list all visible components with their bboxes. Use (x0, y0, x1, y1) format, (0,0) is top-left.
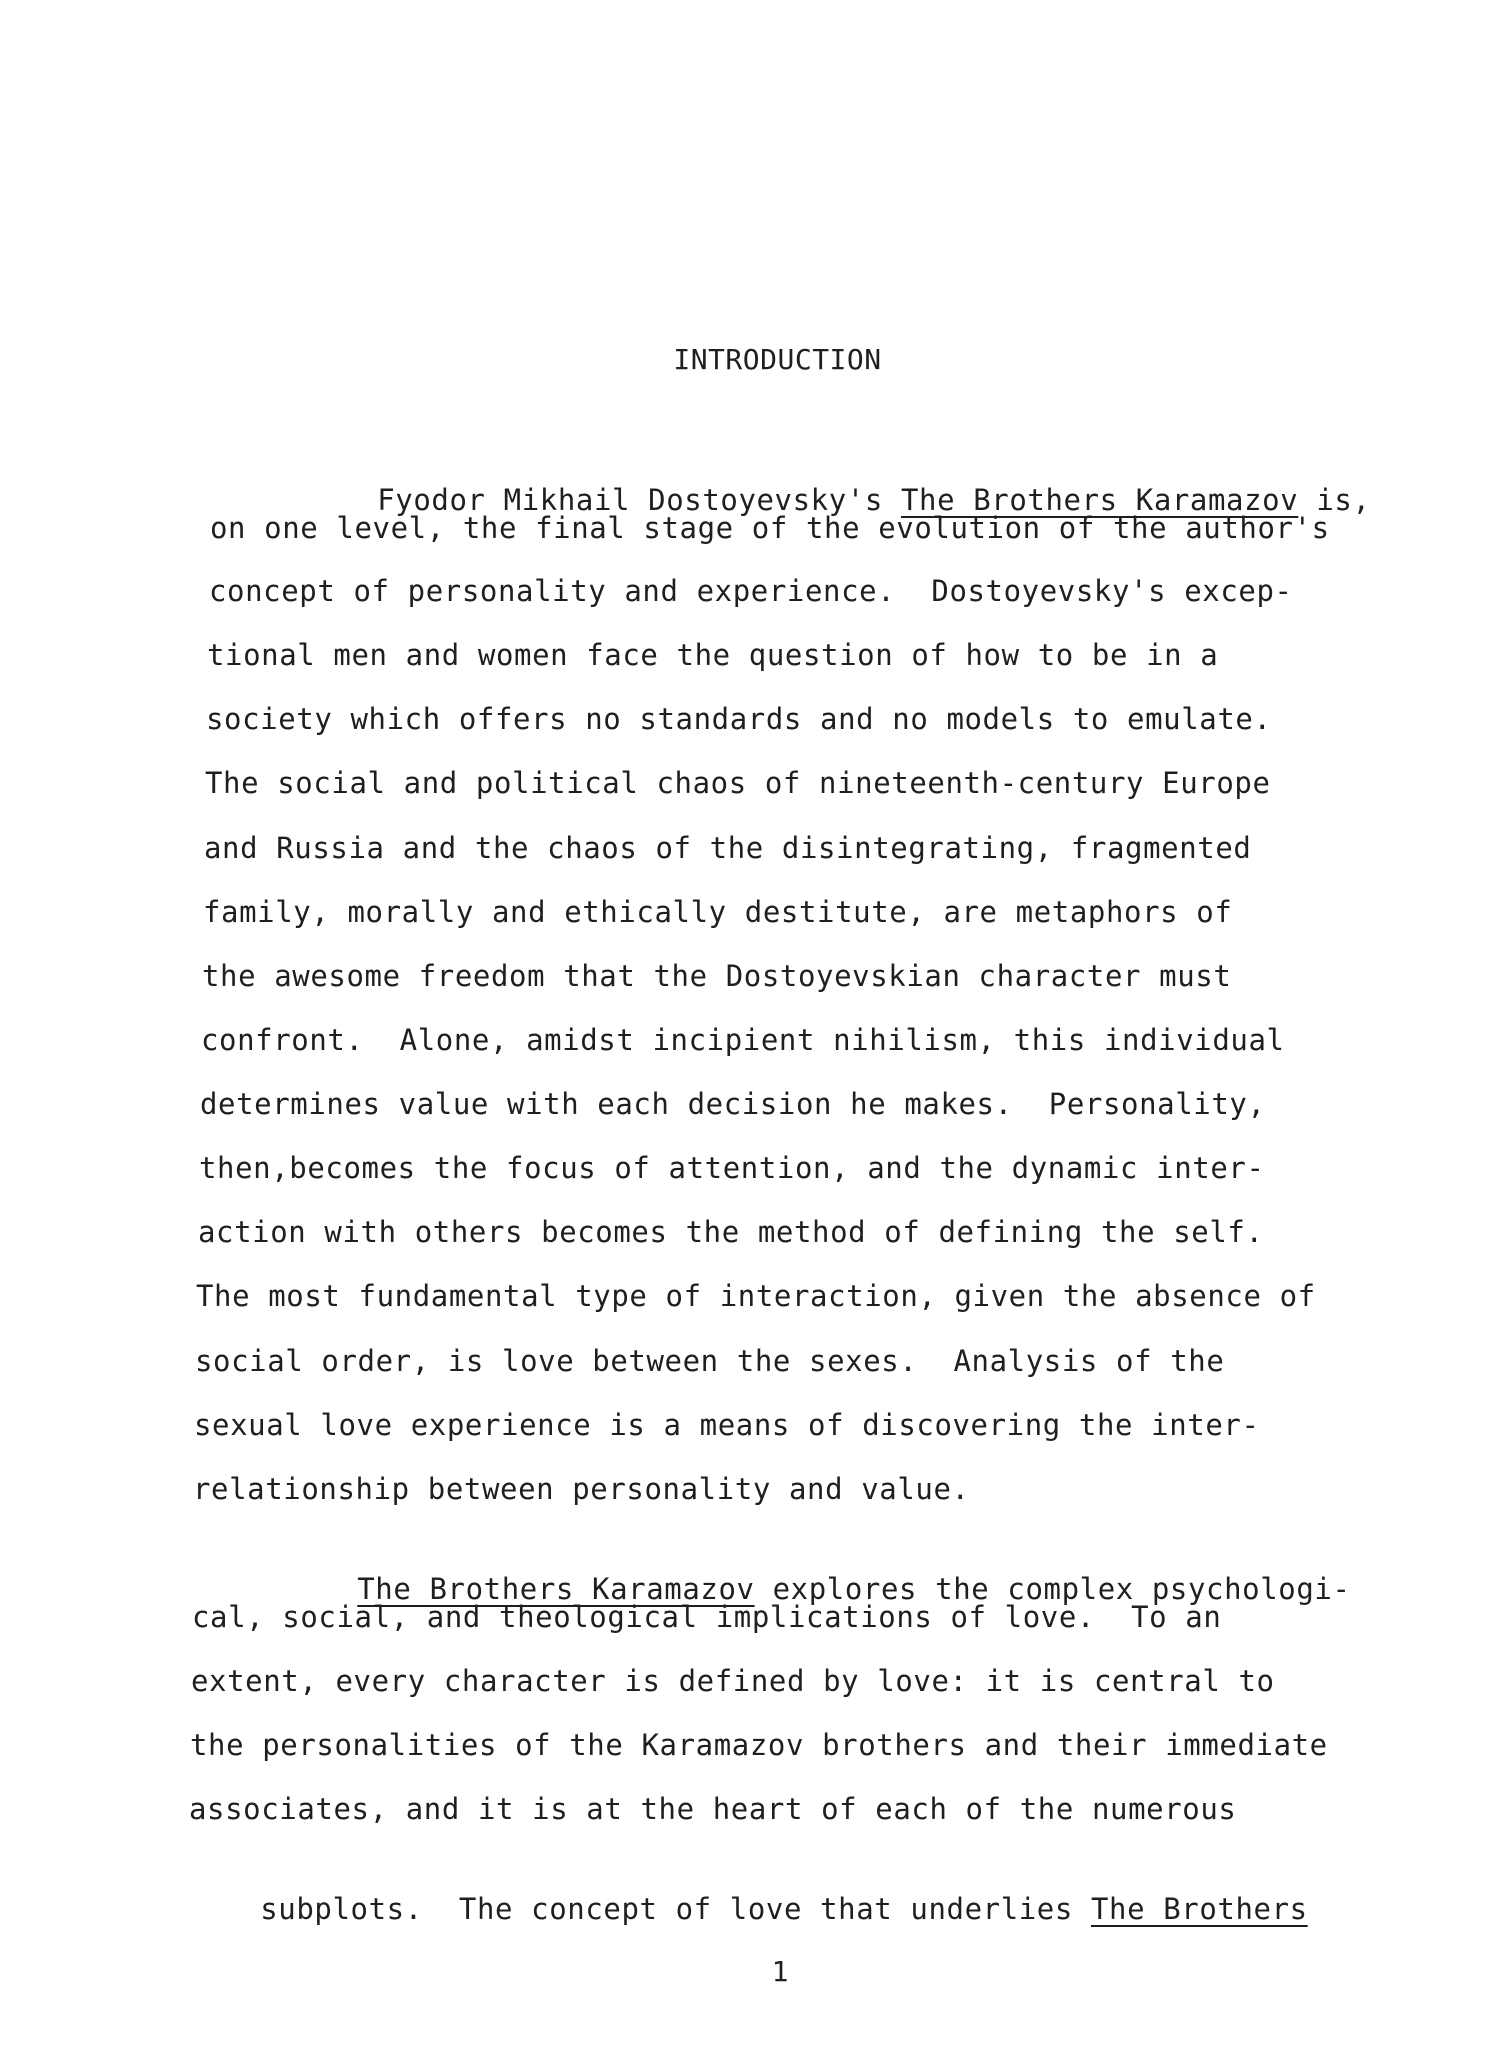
text-line: social order, is love between the sexes. Analysis of the (195, 1344, 1225, 1378)
text-line: associates, and it is at the heart of each of the numerous (189, 1792, 1237, 1826)
text-line: determines value with each decision he makes. Personality, (200, 1087, 1266, 1121)
text-line: action with others becomes the method of defining the self. (198, 1215, 1264, 1249)
text-line: society which offers no standards and no models to emulate. (206, 702, 1272, 736)
chapter-heading: INTRODUCTION (673, 343, 882, 376)
text-line: then,becomes the focus of attention, and the dynamic inter- (199, 1151, 1265, 1185)
text-line: The most fundamental type of interaction, given the absence of (196, 1279, 1316, 1313)
text-line: relationship between personality and value. (193, 1472, 970, 1506)
text-segment: explores the complex psychologi- (754, 1572, 1351, 1606)
text-segment: subplots. The concept of love that underlies (260, 1892, 1091, 1926)
text-line: cal, social, and theological implications of love. To an (192, 1600, 1222, 1634)
text-line: the awesome freedom that the Dostoyevskian character must (202, 959, 1232, 993)
book-title: The Brothers (1091, 1892, 1308, 1926)
text-segment: Fyodor Mikhail Dostoyevsky's (377, 483, 901, 517)
text-line: extent, every character is defined by love: it is central to (191, 1664, 1275, 1698)
page-number: 1 (771, 1955, 789, 1988)
text-line (188, 1855, 1308, 1963)
text-segment: is, (1298, 483, 1371, 517)
text-line: The social and political chaos of nineteenth-century Europe (205, 766, 1271, 800)
text-line: confront. Alone, amidst incipient nihilism, this individual (201, 1023, 1285, 1057)
book-title: The Brothers Karamazov (357, 1572, 755, 1606)
book-title: The Brothers Karamazov (900, 483, 1299, 517)
text-line: tional men and women face the question of how to be in a (207, 638, 1219, 672)
text-line: on one level, the final stage of the evolution of the author's (210, 511, 1330, 545)
text-line: family, morally and ethically destitute, are metaphors of (203, 895, 1233, 929)
text-line: concept of personality and experience. Dostoyevsky's excep- (209, 574, 1293, 608)
text-line: and Russia and the chaos of the disintegrating, fragmented (204, 831, 1252, 865)
text-line: sexual love experience is a means of discovering the inter- (194, 1408, 1260, 1442)
text-line: the personalities of the Karamazov brothers and their immediate (190, 1728, 1328, 1762)
